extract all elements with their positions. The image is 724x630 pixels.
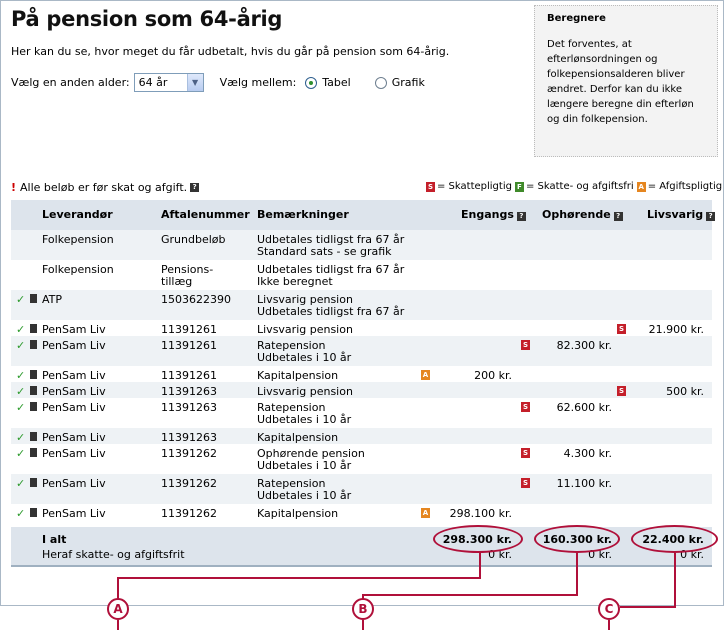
connector-c-h bbox=[620, 606, 676, 608]
remarks-cell: Kapitalpension bbox=[257, 369, 339, 382]
provider-cell: PenSam Liv bbox=[42, 447, 106, 460]
agreement-cell: 11391261 bbox=[161, 323, 217, 336]
free-engangs: 0 kr. bbox=[488, 548, 512, 561]
provider-cell: PenSam Liv bbox=[42, 507, 106, 520]
free-ophorende: 0 kr. bbox=[588, 548, 612, 561]
age-select[interactable] bbox=[134, 73, 204, 92]
connector-b-h bbox=[364, 594, 578, 596]
col-agreement: Aftalenummer bbox=[161, 208, 250, 221]
radio-table-label[interactable]: Tabel bbox=[322, 76, 351, 89]
free-livsvarig: 0 kr. bbox=[680, 548, 704, 561]
agreement-cell: 11391263 bbox=[161, 431, 217, 444]
document-icon[interactable] bbox=[30, 324, 37, 333]
table-row bbox=[11, 504, 712, 520]
tax-badge-icon: S bbox=[618, 325, 625, 333]
check-icon: ✓ bbox=[16, 323, 26, 336]
remarks-cell: Livsvarig pension bbox=[257, 323, 353, 336]
callout-b-tail bbox=[362, 620, 364, 630]
table-header bbox=[11, 200, 712, 230]
remarks-cell: Ophørende pension Udbetales i 10 år bbox=[257, 447, 365, 472]
tax-note-text: Alle beløb er før skat og afgift bbox=[20, 181, 184, 194]
col-remarks: Bemærkninger bbox=[257, 208, 349, 221]
exclamation-icon: ! bbox=[11, 181, 17, 194]
provider-cell: Folkepension bbox=[42, 263, 114, 276]
chevron-down-icon[interactable]: ▼ bbox=[187, 74, 203, 91]
col-livsvarig: Livsvarig ? bbox=[647, 208, 715, 221]
tax-badge-icon: S bbox=[522, 341, 529, 349]
taxable-badge-icon: S bbox=[427, 182, 434, 191]
age-label: Vælg en anden alder: bbox=[11, 76, 130, 89]
agreement-cell: 11391262 bbox=[161, 477, 217, 490]
age-selector-row bbox=[11, 73, 425, 92]
total-ophorende: 160.300 kr. bbox=[542, 533, 612, 546]
tax-badge-icon: S bbox=[618, 387, 625, 395]
radio-graphic[interactable] bbox=[375, 77, 387, 89]
col-ophorende: Ophørende ? bbox=[542, 208, 623, 221]
table-row bbox=[11, 320, 712, 336]
table-row bbox=[11, 398, 712, 428]
agreement-cell: 11391262 bbox=[161, 507, 217, 520]
check-icon: ✓ bbox=[16, 447, 26, 460]
agreement-cell: 11391261 bbox=[161, 369, 217, 382]
check-icon: ✓ bbox=[16, 339, 26, 352]
connector-b-v bbox=[576, 553, 578, 596]
provider-cell: PenSam Liv bbox=[42, 431, 106, 444]
callout-a: A bbox=[107, 598, 129, 620]
agreement-cell: 11391263 bbox=[161, 401, 217, 414]
tax-badge-icon: A bbox=[422, 371, 429, 379]
intro-text: Her kan du se, hvor meget du får udbetalt, hvis du går på pension som 64-årig. bbox=[11, 45, 450, 58]
ophorende-cell: 4.300 kr. bbox=[563, 447, 612, 460]
check-icon: ✓ bbox=[16, 477, 26, 490]
document-icon[interactable] bbox=[30, 294, 37, 303]
check-icon: ✓ bbox=[16, 401, 26, 414]
callout-a-tail bbox=[117, 620, 119, 630]
check-icon: ✓ bbox=[16, 431, 26, 444]
calculator-text: Det forventes, at efterlønsordningen og folkepensionsalderen bliver ændret. Derfor kan du ikke længere beregne din efterløn og din folkepension. bbox=[547, 39, 694, 125]
connector-a-v bbox=[479, 553, 481, 579]
legend-tax-free: = Skatte- og afgiftsfri bbox=[525, 181, 634, 192]
agreement-cell: 11391261 bbox=[161, 339, 217, 352]
connector-a-down bbox=[117, 577, 119, 599]
agreement-cell: 11391263 bbox=[161, 385, 217, 398]
age-select-value: 64 år bbox=[138, 76, 168, 89]
table-row bbox=[11, 382, 712, 398]
total-engangs: 298.300 kr. bbox=[442, 533, 512, 546]
check-icon: ✓ bbox=[16, 293, 26, 306]
remarks-cell: Ratepension Udbetales i 10 år bbox=[257, 339, 352, 364]
provider-cell: PenSam Liv bbox=[42, 339, 106, 352]
livsvarig-cell: 21.900 kr. bbox=[648, 323, 704, 336]
check-icon: ✓ bbox=[16, 385, 26, 398]
agreement-cell: 11391262 bbox=[161, 447, 217, 460]
callout-oval-c bbox=[631, 525, 718, 553]
table-row bbox=[11, 230, 712, 260]
callout-c-tail bbox=[608, 620, 610, 630]
remarks-cell: Livsvarig pension bbox=[257, 385, 353, 398]
duty-badge-icon: A bbox=[638, 182, 644, 191]
table-row bbox=[11, 366, 712, 382]
page-title: På pension som 64-årig bbox=[11, 7, 283, 31]
document-icon[interactable] bbox=[30, 508, 37, 517]
callout-oval-b bbox=[534, 525, 620, 553]
tax-badge-icon: S bbox=[522, 403, 529, 411]
tax-badge-icon: S bbox=[522, 479, 529, 487]
remarks-cell: Livsvarig pension Udbetales tidligst fra 67 år bbox=[257, 293, 405, 318]
provider-cell: PenSam Liv bbox=[42, 385, 106, 398]
remarks-cell: Udbetales tidligst fra 67 år Standard sats - se grafik bbox=[257, 233, 405, 258]
legend-taxable: = Skattepligtig bbox=[437, 181, 512, 192]
help-icon[interactable]: ? bbox=[706, 212, 715, 221]
provider-cell: Folkepension bbox=[42, 233, 114, 246]
calculator-title: Beregnere bbox=[547, 13, 606, 24]
connector-a-h bbox=[117, 577, 481, 579]
provider-cell: PenSam Liv bbox=[42, 401, 106, 414]
tax-badge-icon: S bbox=[522, 449, 529, 457]
document-icon[interactable] bbox=[30, 448, 37, 457]
tax-note: ! Alle beløb er før skat og afgift . ? bbox=[11, 181, 199, 194]
document-icon[interactable] bbox=[30, 478, 37, 487]
radio-table[interactable] bbox=[305, 77, 317, 89]
total-label: I alt bbox=[42, 533, 67, 546]
agreement-cell: Grundbeløb bbox=[161, 233, 226, 246]
check-icon: ✓ bbox=[16, 507, 26, 520]
help-icon[interactable]: ? bbox=[517, 212, 526, 221]
help-icon[interactable]: ? bbox=[190, 183, 199, 192]
col-provider: Leverandør bbox=[42, 208, 113, 221]
remarks-cell: Ratepension Udbetales i 10 år bbox=[257, 477, 352, 502]
remarks-cell: Udbetales tidligst fra 67 år Ikke beregnet bbox=[257, 263, 405, 288]
connector-c-v bbox=[674, 553, 676, 608]
agreement-cell: 1503622390 bbox=[161, 293, 231, 306]
calculator-box bbox=[534, 5, 718, 157]
table-row bbox=[11, 428, 712, 444]
tax-badge-icon: A bbox=[422, 509, 429, 517]
document-icon[interactable] bbox=[30, 386, 37, 395]
document-icon[interactable] bbox=[30, 370, 37, 379]
help-icon[interactable]: ? bbox=[614, 212, 623, 221]
provider-cell: PenSam Liv bbox=[42, 323, 106, 336]
ophorende-cell: 82.300 kr. bbox=[556, 339, 612, 352]
radio-graphic-label[interactable]: Grafik bbox=[391, 76, 425, 89]
total-sublabel: Heraf skatte- og afgiftsfrit bbox=[42, 548, 185, 561]
check-icon: ✓ bbox=[16, 369, 26, 382]
engangs-cell: 200 kr. bbox=[474, 369, 512, 382]
remarks-cell: Kapitalpension bbox=[257, 431, 339, 444]
ophorende-cell: 11.100 kr. bbox=[556, 477, 612, 490]
livsvarig-cell: 500 kr. bbox=[666, 385, 704, 398]
table-row bbox=[11, 474, 712, 504]
provider-cell: ATP bbox=[42, 293, 63, 306]
legend bbox=[426, 181, 724, 192]
table-row bbox=[11, 290, 712, 320]
provider-cell: PenSam Liv bbox=[42, 477, 106, 490]
document-icon[interactable] bbox=[30, 340, 37, 349]
engangs-cell: 298.100 kr. bbox=[449, 507, 512, 520]
remarks-cell: Ratepension Udbetales i 10 år bbox=[257, 401, 352, 426]
callout-b: B bbox=[352, 598, 374, 620]
view-label: Vælg mellem: bbox=[219, 76, 297, 89]
col-engangs: Engangs ? bbox=[461, 208, 526, 221]
remarks-cell: Kapitalpension bbox=[257, 507, 339, 520]
ophorende-cell: 62.600 kr. bbox=[556, 401, 612, 414]
legend-duty: = Afgiftspligtig bbox=[647, 181, 723, 192]
table-row bbox=[11, 336, 712, 366]
tax-free-badge-icon: F bbox=[515, 182, 524, 192]
callout-oval-a bbox=[433, 525, 523, 553]
agreement-cell: Pensions- tillæg bbox=[161, 263, 214, 288]
provider-cell: PenSam Liv bbox=[42, 369, 106, 382]
document-icon[interactable] bbox=[30, 402, 37, 411]
document-icon[interactable] bbox=[30, 432, 37, 441]
total-livsvarig: 22.400 kr. bbox=[642, 533, 704, 546]
callout-c: C bbox=[598, 598, 620, 620]
table-row bbox=[11, 260, 712, 290]
table-row bbox=[11, 444, 712, 474]
